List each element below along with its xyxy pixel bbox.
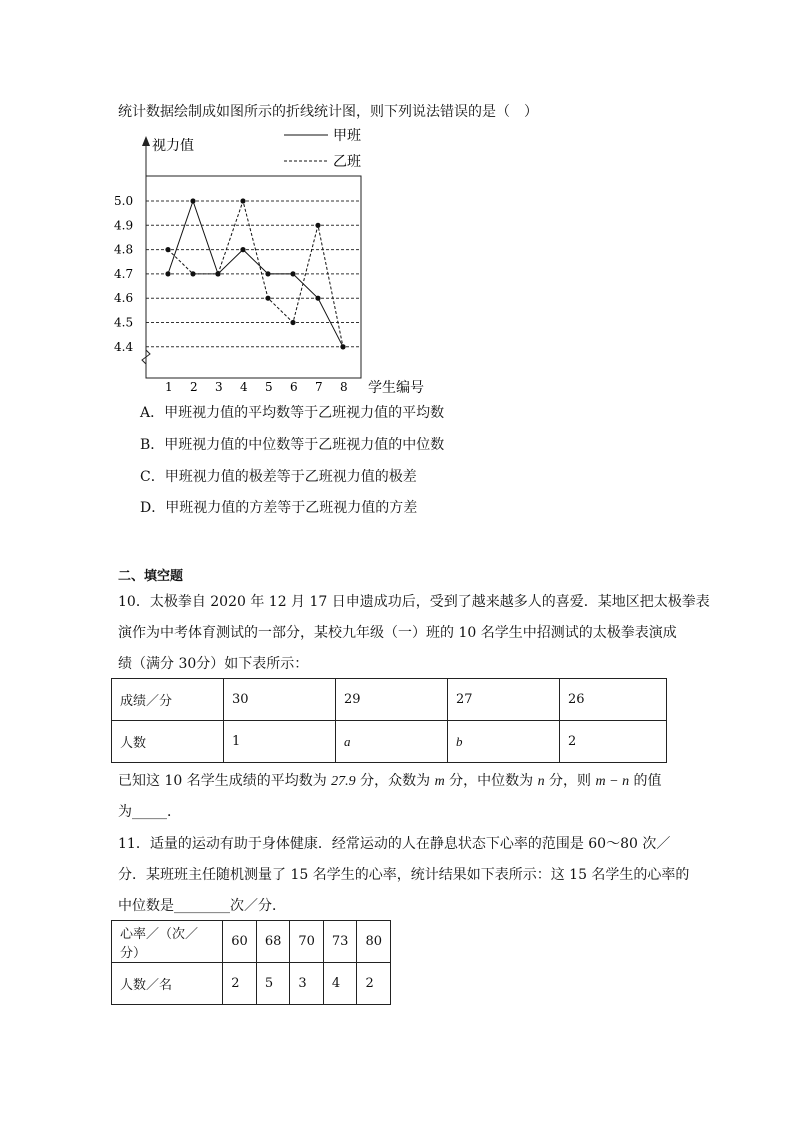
y-axis-arrow [142, 136, 150, 146]
x-tick-label: 8 [340, 380, 348, 394]
y-tick-label: 4.6 [114, 291, 134, 306]
table-cell: 60 [223, 921, 257, 963]
q11-answer-line[interactable]: 中位数是________次／分． [118, 898, 286, 914]
table-cell: 人数 [112, 721, 224, 763]
table-cell: 成绩／分 [112, 679, 224, 721]
table-cell: 30 [224, 679, 336, 721]
option-b[interactable]: B．甲班视力值的中位数等于乙班视力值的中位数 [140, 437, 445, 453]
legend-label: 乙班 [333, 154, 361, 170]
y-tick-label: 4.4 [114, 339, 134, 354]
table-cell: 73 [323, 921, 357, 963]
y-tick-label: 4.5 [114, 315, 134, 330]
y-tick-label: 5.0 [114, 194, 134, 208]
data-point [190, 198, 195, 203]
table-cell: 3 [290, 963, 324, 1005]
x-tick-label: 6 [290, 380, 298, 394]
q11-line-1: 11．适量的运动有助于身体健康．经常运动的人在静息状态下心率的范围是 60～80 次／ [118, 836, 671, 852]
table-cell: 人数／名 [112, 963, 223, 1005]
expression: m − n [595, 774, 630, 789]
data-point [315, 223, 320, 228]
var-n: n [537, 774, 545, 789]
table-cell: 心率／（次／分） [112, 921, 223, 963]
table-cell: 80 [357, 921, 391, 963]
section-heading: 二、填空题 [118, 569, 184, 584]
q10-answer-blank[interactable]: 为_____． [118, 804, 181, 820]
x-tick-label: 1 [165, 380, 173, 394]
table-cell: 2 [560, 721, 667, 763]
y-tick-labels [114, 194, 133, 354]
table-cell: 1 [224, 721, 336, 763]
text-run: 分，则 [544, 773, 596, 789]
q11-line-2: 分．某班班主任随机测量了 15 名学生的心率，统计结果如下表所示：这 15 名学生的心率的 [118, 867, 690, 883]
text-run: 分，中位数为 [444, 773, 538, 789]
chart-legend [284, 128, 361, 170]
x-tick-label: 2 [190, 380, 198, 394]
table-cell: 70 [290, 921, 324, 963]
data-point [165, 271, 170, 276]
table-cell: 4 [323, 963, 357, 1005]
data-point [215, 271, 220, 276]
var-m: m [434, 774, 445, 789]
table-cell: 5 [256, 963, 290, 1005]
q10-table [111, 678, 667, 763]
x-tick-label: 5 [265, 380, 273, 394]
table-cell: a [336, 721, 448, 763]
data-point [240, 247, 245, 252]
legend-label: 甲班 [333, 128, 361, 144]
q9-stem: 统计数据绘制成如图所示的折线统计图，则下列说法错误的是（ ） [118, 104, 538, 120]
data-point [265, 296, 270, 301]
y-tick-label: 4.9 [114, 218, 134, 233]
table-cell: b [448, 721, 560, 763]
data-point [165, 247, 170, 252]
q11-table [111, 920, 391, 1005]
table-cell: 26 [560, 679, 667, 721]
table-row [112, 721, 667, 763]
y-tick-label: 4.8 [114, 242, 134, 257]
table-cell: 2 [223, 963, 257, 1005]
table-cell: 27 [448, 679, 560, 721]
x-tick-label: 3 [215, 380, 223, 394]
option-d[interactable]: D．甲班视力值的方差等于乙班视力值的方差 [140, 500, 418, 516]
average-value: 27.9 [331, 774, 356, 789]
data-point [290, 320, 295, 325]
data-point [315, 296, 320, 301]
data-point [190, 271, 195, 276]
y-tick-label: 4.7 [114, 266, 134, 281]
q10-condition [118, 772, 662, 791]
table-cell: 2 [357, 963, 391, 1005]
option-a[interactable]: A．甲班视力值的平均数等于乙班视力值的平均数 [140, 405, 445, 421]
x-tick-label: 4 [240, 380, 248, 394]
q10-line-3: 绩（满分 30分）如下表所示： [118, 656, 309, 672]
table-cell: 29 [336, 679, 448, 721]
q10-line-2: 演作为中考体育测试的一部分，某校九年级（一）班的 10 名学生中招测试的太极拳表演成 [118, 625, 677, 641]
chart-gridlines [146, 201, 361, 347]
text-run: 已知这 10 名学生成绩的平均数为 [118, 773, 332, 789]
table-cell: 68 [256, 921, 290, 963]
data-point [340, 344, 345, 349]
option-c[interactable]: C．甲班视力值的极差等于乙班视力值的极差 [140, 469, 417, 485]
line-chart [110, 126, 450, 398]
x-axis-label: 学生编号 [368, 380, 424, 396]
data-point [240, 198, 245, 203]
data-point [265, 271, 270, 276]
x-tick-labels [165, 380, 348, 394]
table-row [112, 963, 391, 1005]
x-tick-label: 7 [315, 380, 323, 394]
text-run: 的值 [629, 773, 662, 789]
data-point [290, 271, 295, 276]
q10-line-1: 10．太极拳自 2020 年 12 月 17 日申遗成功后，受到了越来越多人的喜爱．某地区把太极拳表 [118, 594, 710, 610]
table-row [112, 921, 391, 963]
text-run: 分，众数为 [355, 773, 435, 789]
y-axis-label: 视力值 [152, 138, 194, 154]
table-row [112, 679, 667, 721]
